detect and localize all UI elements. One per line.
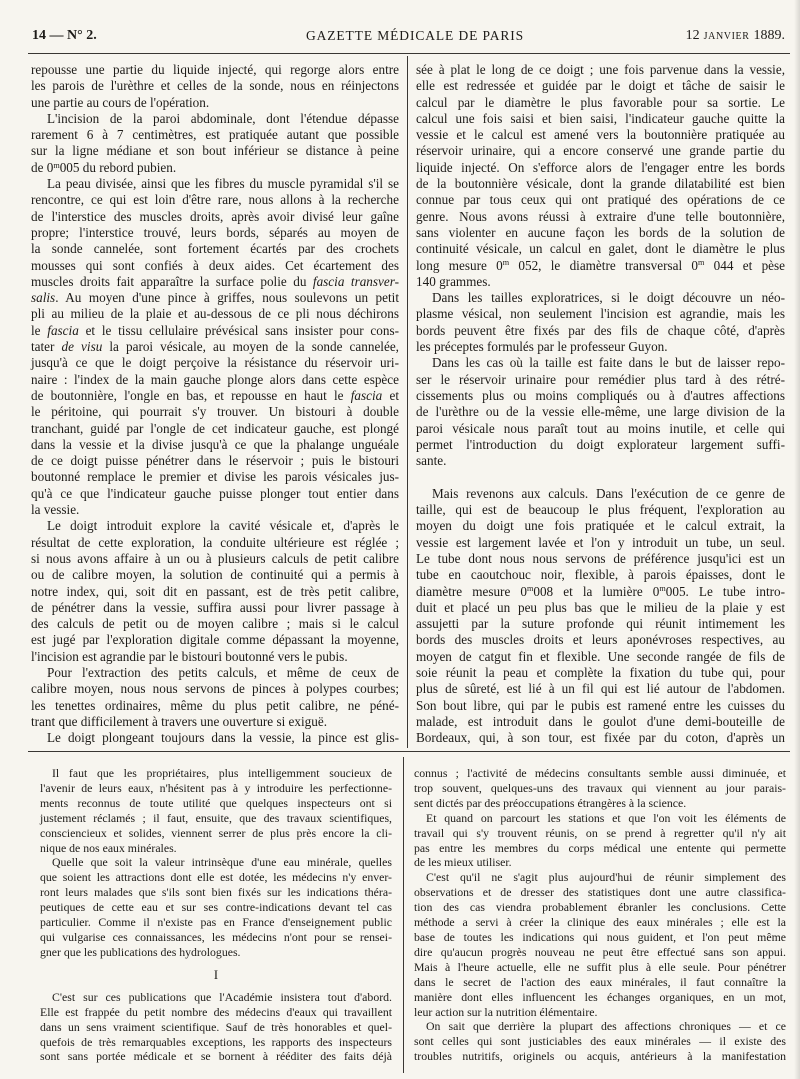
paragraph [416,486,785,747]
text-line: dans le secret de l'action des eaux minérales, il faut connaître la [414,974,786,989]
feuilleton-column-divider [403,757,404,1073]
text-line: nique de nos eaux minérales. [40,840,177,855]
text-line: troubles nutritifs, originels ou acquis, antérieurs à la manifestation [414,1049,786,1064]
text-line: moyen du doigt une fois pratiquée et le calcul extrait, la [416,518,785,534]
text-line: moyen de catgut fin et flexible. Une seconde rangée de fils de [416,648,785,664]
feuilleton-column-left [40,766,392,1064]
issue-year: 1889. [753,28,785,43]
text-line: Le tube dont nous nous servons de préférence jusqu'ici est un [416,550,785,566]
text-line: Pour l'extraction des petits calculs, et même de ceux de [47,664,399,680]
paragraph [31,176,399,518]
text-line: sont sans portée médicale et se bornent à rééditer des faits déjà [40,1049,392,1064]
paragraph [40,990,392,1065]
text-line: une partie au cours de l'opération. [31,94,210,110]
text-line [31,339,399,355]
text-line: base de toutes les indications qui nous guident, et l'on peut même [414,929,786,944]
text-line: consciencieux et solides, viennent serrer de plus près encore la cli- [40,825,392,840]
text-line: sante. [416,453,447,469]
text-line: C'est sur ces publications que l'Académie insistera tout d'abord. [52,989,392,1004]
paragraph [31,518,399,665]
text-run: et le tissu cellulaire prévésical sans insister pour cons- [78,322,399,338]
text-line: quefois de très remarquables exceptions, les rapports des inspecteurs [40,1034,392,1049]
text-line: calcul par le diamètre le plus favorable pour sa sortie. Le [416,94,785,110]
text-line: elle est redressée et guidée par le doigt et tâche de saisir le [416,78,785,94]
text-line: rarement 6 à 7 centimètres, est pratiquée autant que possible [31,127,399,143]
text-line [416,584,785,600]
italic-run: de visu [61,339,103,355]
text-line: la sonde cannelée, sont fortement écartés par des crochets [31,241,399,257]
publication-title: GAZETTE MÉDICALE DE PARIS [305,28,525,43]
text-line: sée à plat le long de ce doigt ; une fois parvenue dans la vessie, [416,62,785,77]
paragraph [416,290,785,355]
text-line: de ce doigt puisse pénétrer dans le réservoir ; puis le bistouri [31,453,399,469]
paragraph [31,111,399,176]
text-line: pli au milieu de la plaie et au-dessous de ce pli nous déchirons [31,306,399,322]
text-line: On sait que derrière la plupart des affections chroniques — et ce [426,1019,786,1034]
text-line: sent dictés par des préoccupations étrangères à la science. [414,795,687,810]
text-line: de les mieux utiliser. [414,855,512,870]
text-line: taille, qui est de beaucoup le plus fréquent, l'exploration au [416,502,785,518]
paragraph [31,62,399,111]
text-line: tube en caoutchouc noir, flexible, à parois épaisses, dont le [416,567,785,583]
text-line: malade, est introduit dans le goulot d'une demi-bouteille de [416,713,785,729]
text-line: sans violenter en aucune façon les bords de la solution de [416,224,785,240]
text-line: des calculs de petit ou de moyen calibre ; mais si le calcul [31,616,399,632]
text-line [31,388,399,404]
section-divider [28,751,790,752]
text-line: est jugé par l'exploration digitale comme dépassant la moyenne, [31,632,399,648]
text-line: leur action sur la nutrition élémentaire. [414,1004,598,1019]
text-line: boutonné remplace le premier et divise les parois vésicales jus- [31,469,399,485]
paragraph [40,766,392,855]
text-line [31,274,399,290]
text-line [416,258,785,274]
feuilleton-column-right [414,766,786,1064]
text-line: bords peuvent être fixés par des fils de chaque côté, d'après [416,322,785,338]
superscript-run: m [659,584,666,594]
text-line: peutiques de cette eau et sur ses contre-indications devant tel cas [40,900,392,915]
text-line [31,290,399,306]
text-line: de la boutonnière vésicale, dont la grande dilatabilité est bien [416,176,785,192]
paragraph [40,855,392,959]
text-line: travail qui s'y trouvent réunis, on se prend à regretter qu'il n'y ait [414,825,786,840]
text-line: paroi vésicale nous paraît tout au moins inutile, et celle qui [416,420,785,436]
text-line: les préceptes formulés par le professeur Guyon. [416,339,668,355]
text-line: la vessie. [31,502,80,518]
superscript-run: m [698,258,705,268]
text-line: dire qu'aucun progrès nouveau ne peut être effectué sans son appui. [414,944,786,959]
text-line: permet l'introduction du doigt explorateur largement suffi- [416,436,785,452]
page-header [0,26,800,48]
text-line: assujetti par la suture profonde qui réunit intimement les [416,616,785,632]
paragraph [414,870,786,1019]
text-line: méthode a servi à créer la clinique des eaux minérales ; elle est la [414,915,786,930]
text-line: résultat de cette exploration, la conduite ultérieure est réglée ; [31,534,399,550]
section-number: I [213,967,219,982]
text-line: L'incision de la paroi abdominale, dont l'étendue dépasse [47,110,399,126]
text-line: connus ; l'activité de médecins consultants semble aussi diminuée, et [414,766,786,780]
text-line: Le doigt introduit explore la cavité vésicale et, d'après le [47,518,399,534]
text-line: mousses qui sont confiés à deux aides. Cet écartement des [31,257,399,273]
text-line: ments reconnus de toute utilité que quelques inspecteurs ont si [40,795,392,810]
text-line: Dans les tailles exploratrices, si le doigt découvre un néo- [432,290,785,306]
text-line: repousse une partie du liquide injecté, qui regorge alors entre [31,62,399,77]
text-line: plasme vésical, non seulement l'incision est agrandie, mais les [416,306,785,322]
text-line: l'avenir de leurs eaux, n'hésitent pas à y introduire les perfectionne- [40,780,392,795]
text-run: 044 et pèse [704,257,785,273]
italic-run: salis [31,290,56,306]
text-line: Et quand on parcourt les stations et que l'on voit les éléments de [426,810,786,825]
text-line: soie réunit la peau et complète la fixation du tube qui, pour [416,664,785,680]
text-line: propre; l'interstice trouvé, leurs bords, séparés au moyen de [31,224,399,240]
text-line: vessie est largement lavée et l'on y introduit un tube, un seul. [416,534,785,550]
text-line: observations et de dresser des statistiques dont une autre classifica- [414,885,786,900]
text-line: justement réclamés ; il faut, ensuite, que des travaux scientifiques, [40,810,392,825]
column-divider [407,56,408,748]
italic-run: fascia [47,322,79,338]
text-line: Il faut que les propriétaires, plus intelligemment soucieux de [52,766,392,780]
paragraph [416,62,785,290]
text-run: de 0 [31,159,54,175]
text-line: genre. Nous avons réussi à extraire d'une telle boutonnière, [416,208,785,224]
column-top-left [31,62,399,746]
text-line: continuité vésicale, un calcul en galet, dont le diamètre le plus [416,241,785,257]
text-run: 008 et la lumière 0 [533,583,660,599]
text-line: si nous avons affaire à un ou à plusieurs calculs de petit calibre [31,550,399,566]
text-run: tater [31,339,62,355]
superscript-run: m [526,584,534,594]
text-run: de boutonnière, l'ongle en bas, et repousse en haut le [31,387,351,403]
text-line: plus de sûreté, est lié à un fil qui est lié autour de l'abdomen. [416,681,785,697]
text-line: le péritoine, qui pourrait s'y trouver. Un bistouri à double [31,404,399,420]
text-line: sont celles qui sont justiciables des eaux minérales — il existe des [414,1034,786,1049]
text-line: Le doigt plongeant toujours dans la vessie, la pince est glis- [47,730,399,746]
text-line: les parois de l'urèthre et celles de la sonde, nous en réinjectons [31,78,399,94]
paragraph [31,665,399,730]
issue-month: JANVIER [703,31,750,42]
text-line: Mais revenons aux calculs. Dans l'exécution de ce genre de [432,485,785,501]
text-line: dans la vessie et la divise jusqu'à ce que la phalange unguéale [31,436,399,452]
text-line: liquide injecté. On s'efforce alors de l'engager entre les bords [416,159,785,175]
paragraph [414,1019,786,1064]
issue-day: 12 [685,28,700,43]
text-line: qui vulgarise ces connaissances, les médecins n'ont pour se rensei- [40,929,392,944]
paragraph [31,730,399,746]
text-run: la paroi vésicale, au moyen de la sonde cannelée, [102,339,399,355]
text-line: de l'urèthre ou de la vessie elle-même, une large division de la [416,404,785,420]
text-line: particulier. Comme il n'existe pas en France d'enseignement public [40,915,392,930]
text-line: calcul une fois saisi et bien saisi, l'indicateur gauche quitte la [416,110,785,126]
text-line: Elle est frappée du petit nombre des médecins d'eaux qui travaillent [40,1004,392,1019]
text-line: manière dont elles influencent les échanges organiques, en un mot, [414,989,786,1004]
text-run: 052, le diamètre transversal 0 [509,257,699,273]
header-rule [28,53,790,54]
text-run: muscles droits fait apparaître la surface polie du [31,273,313,289]
text-line: Mais à l'heure actuelle, elle ne suffit plus à elle seule. Pour pénétrer [414,959,786,974]
text-line: sur la ligne médiane et son bout inférieur se distance à peine [31,143,399,159]
text-line: Quelle que soit la valeur intrinsèque d'une eau minérale, quelles [52,855,392,870]
text-line: Dans les cas où la taille est faite dans le but de laisser repo- [432,355,785,371]
text-line: dans un sens vraiment scientifique. Sauf de très honorables et quel- [40,1019,392,1034]
text-line: vessie et le calcul est amené vers la boutonnière pratiquée au [416,127,785,143]
text-line: gner que les publications des hydrologues. [40,944,241,959]
paragraph [416,355,785,469]
text-run: le [31,322,48,338]
text-line: tion des cas viendra probablement ébranler les conclusions. Cette [414,900,786,915]
text-line: trop souvent, quelques-uns des travaux qui viennent au jour parais- [414,780,786,795]
text-line: Son bout libre, qui par le pubis est ramené entre les cuisses du [416,697,785,713]
text-run: long mesure 0 [416,257,503,273]
text-line: notre index, qui, soit dit en passant, est de très petit calibre, [31,583,399,599]
page-number: 14 — N° 2. [32,28,97,43]
text-run: 005 du rebord pubien. [59,159,177,175]
paragraph [414,766,786,811]
text-line: pas entre les membres du corps médical une entente qui permette [414,840,786,855]
text-line: tranchant, guidé par l'ongle de cet indicateur gauche, est plongé [31,420,399,436]
text-line [31,160,399,176]
text-line: que soient les attractions dont elle est dotée, les médecins n'y enver- [40,870,392,885]
text-line: trant que difficilement à travers une ouverture si exiguë. [31,713,327,729]
text-line: La peau divisée, ainsi que les fibres du muscle pyramidal s'il se [47,176,399,192]
text-line: qu'à ce que l'indicateur gauche puisse plonger tout entier dans [31,485,399,501]
text-line: naire : l'index de la main gauche plonge alors dans cette espèce [31,371,399,387]
italic-run: fascia [350,387,383,403]
text-run: . Au moyen d'une pince à griffes, nous soulevons un petit [55,290,399,306]
text-line: duit et placé un peu plus bas que le milieu de la plaie y est [416,599,785,615]
text-line: réservoir urinaire, qui a encore conservé une grande partie du [416,143,785,159]
text-line: l'incision est agrandie par le bistouri boutonné vers le pubis. [31,648,348,664]
text-run: 005. Le tube intro- [665,583,786,599]
text-line: jusqu'à ce que le doigt perçoive la résistance du réservoir uri- [31,355,399,371]
text-line: de pénétrer dans la vessie, suffira aussi pour livrer passage à [31,599,399,615]
text-line: les tenettes ordinaires, même du plus petit calibre, ne péné- [31,697,399,713]
text-line: connue par tous ceux qui ont pratiqué des opérations de ce [416,192,785,208]
superscript-run: m [502,258,510,268]
text-line: ser le réservoir urinaire pour remédier plus tard à des rétré- [416,371,785,387]
text-line: de l'interstice des muscles droits, après avoir divisé leur gaîne [31,208,399,224]
issue-date [686,28,785,44]
text-run: et [382,387,399,403]
column-top-right [416,62,785,746]
text-line: C'est qu'il ne s'agit plus aujourd'hui de réunir simplement des [426,870,786,885]
paragraph [414,811,786,871]
text-line: ront leurs malades que s'ils sont bien fixés sur les indications théra- [40,885,392,900]
superscript-run: m [53,160,60,170]
text-line: rencontre, ce qui est loin d'être rare, nous allons à la recherche [31,192,399,208]
text-run: diamètre mesure 0 [416,583,527,599]
text-line: bords des muscles droits et leurs aponévroses respectives, au [416,632,785,648]
italic-run: fascia transver- [312,273,399,289]
text-line: calibre moyen, nous nous servons de pinces à polypes courbes; [31,681,399,697]
text-line: 140 grammes. [416,273,491,289]
text-line [31,323,399,339]
text-line: cissements plus ou moins compliqués ou à d'autres affections [416,387,785,403]
text-line: ou de calibre moyen, la solution de continuité qui a permis à [31,567,399,583]
text-line: Bordeaux, qui, à son tour, est fixée par du coton, d'après un [416,730,785,746]
